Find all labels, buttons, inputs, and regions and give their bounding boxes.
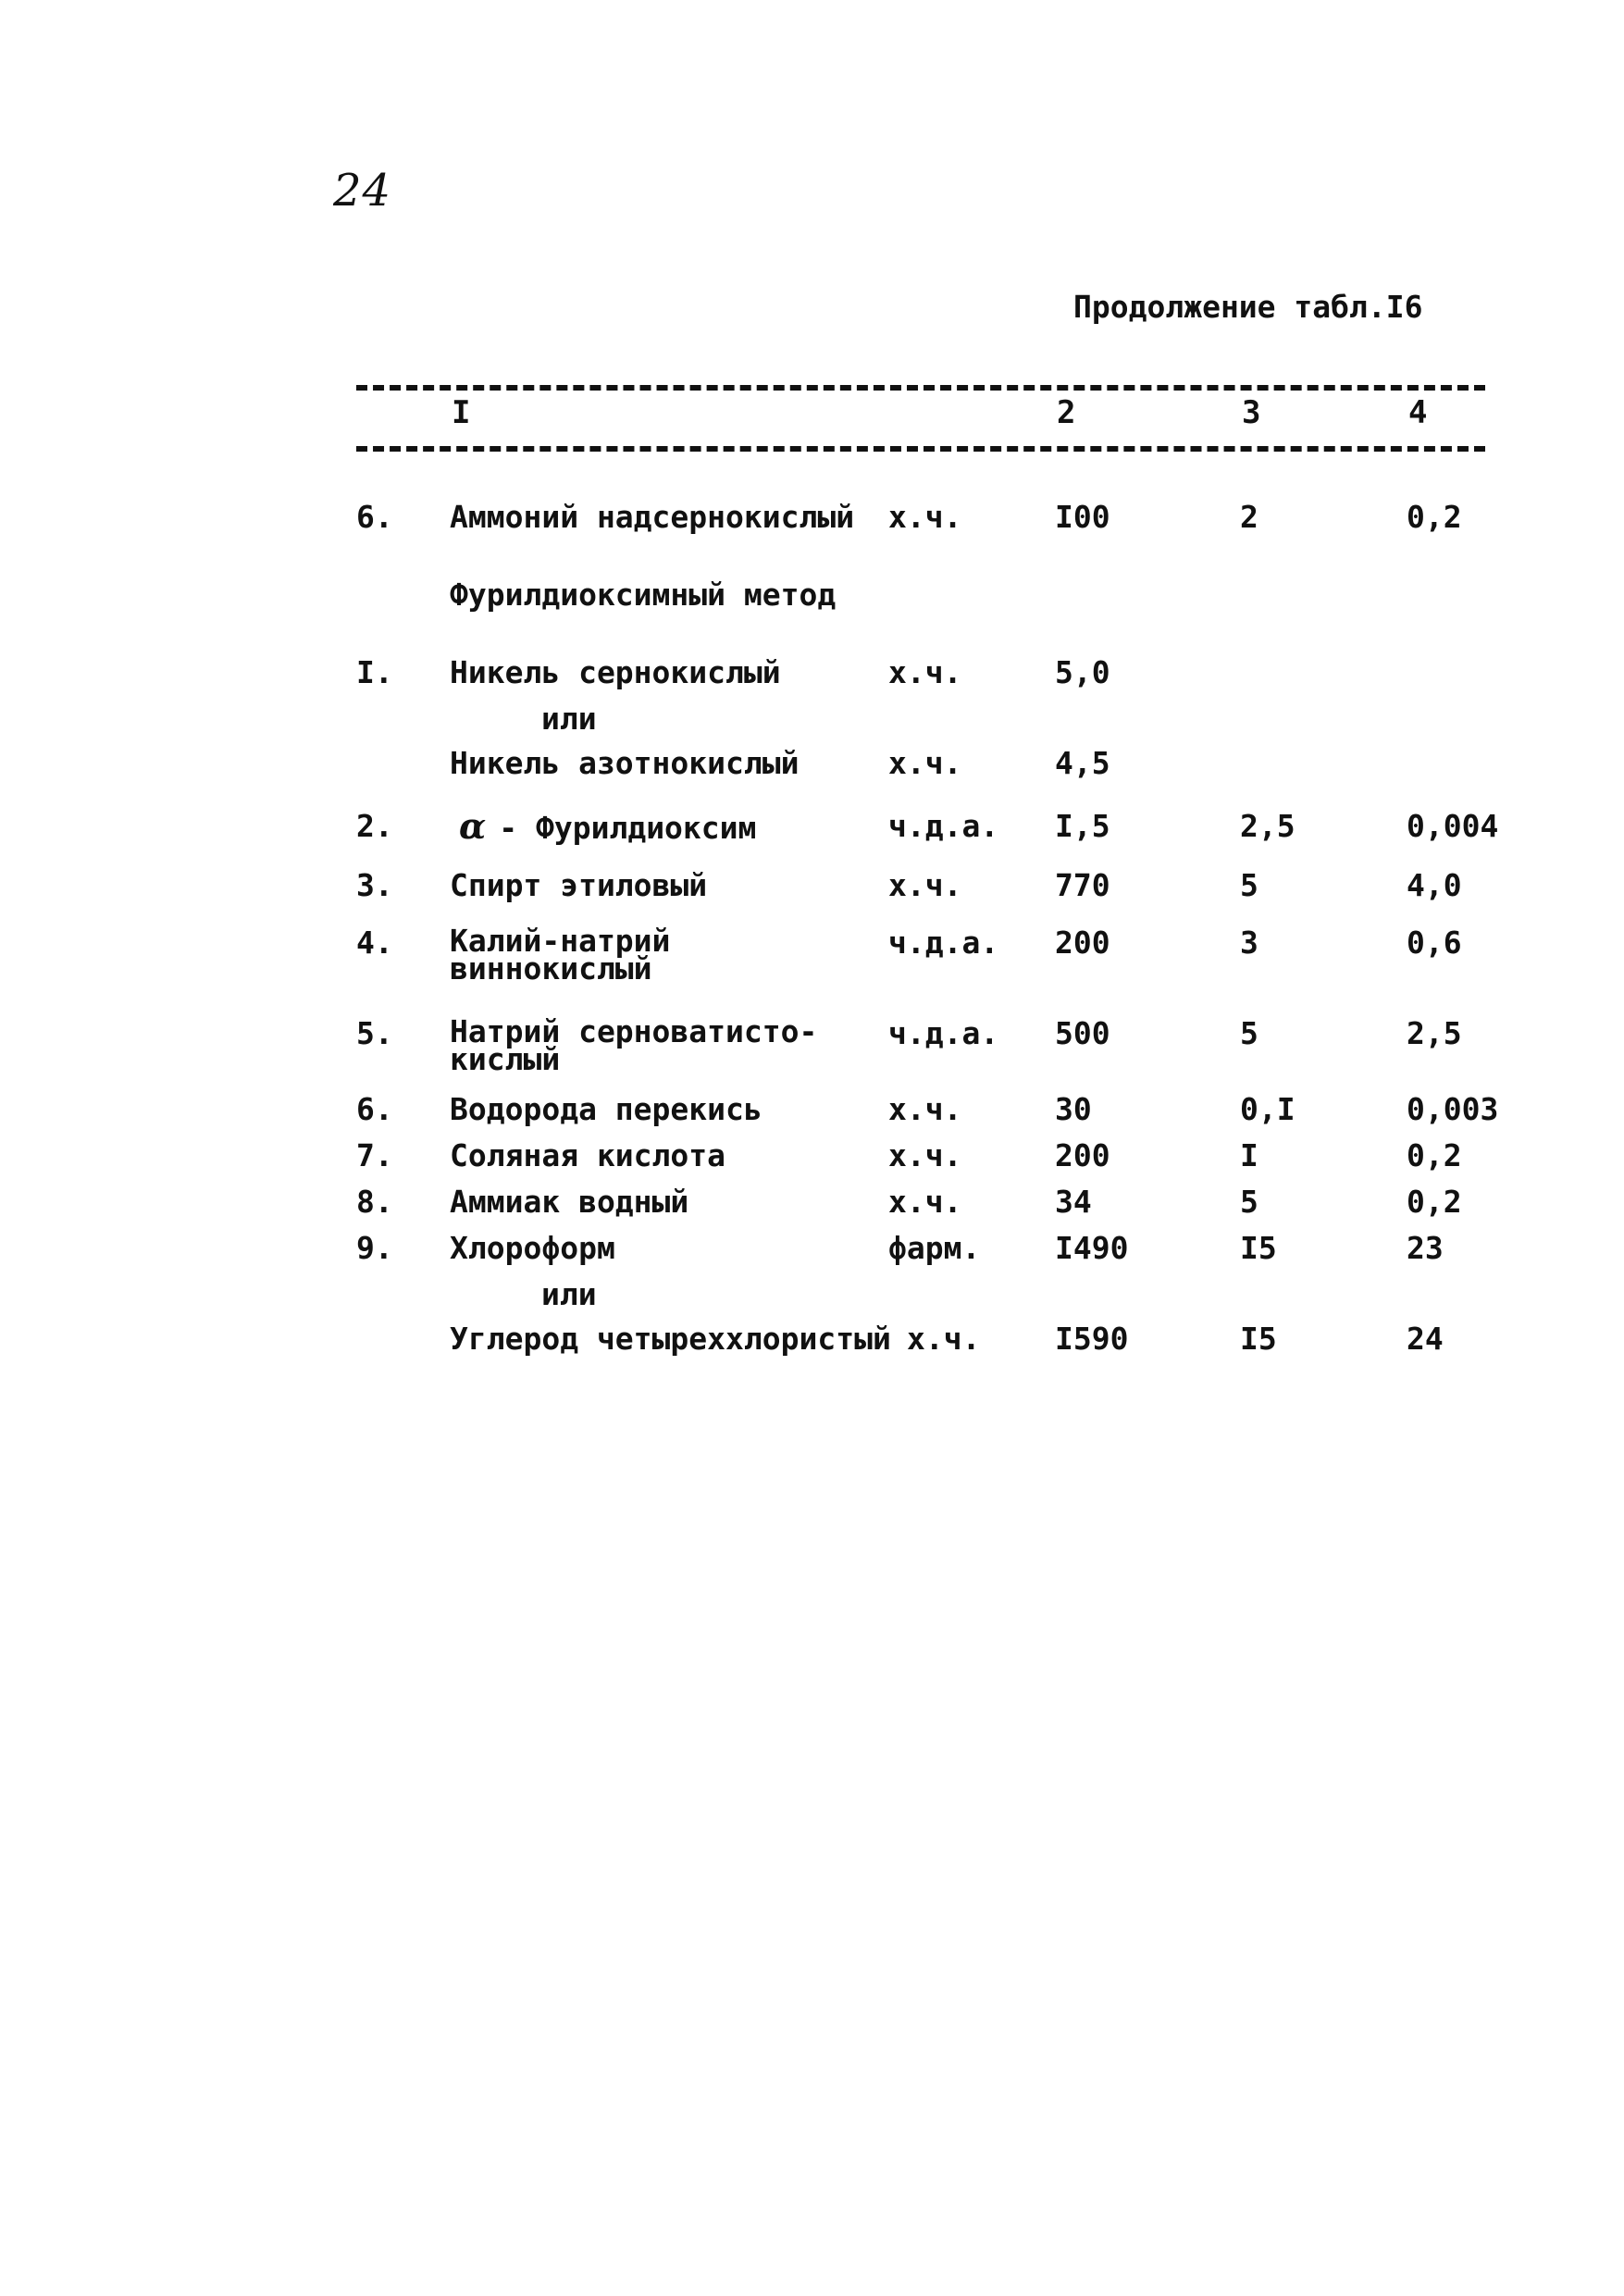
reagent-name: Аммоний надсернокислый (450, 499, 855, 535)
reagent-grade: х.ч. (907, 1321, 981, 1357)
alternative-label: или (541, 1276, 597, 1312)
value-col-2: I00 (1055, 499, 1110, 535)
value-col-4: 0,2 (1407, 499, 1462, 535)
value-col-4: 23 (1407, 1230, 1444, 1266)
row-number: 4. (356, 925, 393, 961)
reagent-name: Калий-натрий виннокислый (450, 923, 671, 987)
value-col-3: I (1240, 1137, 1258, 1173)
value-col-3: 0,I (1240, 1091, 1295, 1127)
reagent-name: Водорода перекись (450, 1091, 762, 1127)
header-divider-bottom (356, 446, 1485, 452)
value-col-4: 0,004 (1407, 808, 1499, 844)
reagent-grade: х.ч. (888, 654, 962, 690)
column-header-1: I (452, 394, 471, 431)
value-col-3: I5 (1240, 1321, 1277, 1357)
reagent-grade: х.ч. (888, 1137, 962, 1173)
value-col-4: 24 (1407, 1321, 1444, 1357)
reagent-grade: ч.д.а. (888, 1015, 999, 1051)
reagent-name: Никель азотнокислый (450, 745, 800, 781)
reagent-grade: х.ч. (888, 499, 962, 535)
value-col-3: 5 (1240, 1015, 1258, 1051)
value-col-3: 5 (1240, 1184, 1258, 1220)
alpha-handwritten-mark: α (459, 805, 487, 847)
value-col-4: 0,6 (1407, 925, 1462, 961)
column-header-3: 3 (1242, 394, 1261, 431)
value-col-2: 500 (1055, 1015, 1110, 1051)
row-number: 3. (356, 867, 393, 903)
value-col-3: I5 (1240, 1230, 1277, 1266)
row-number: 7. (356, 1137, 393, 1173)
value-col-3: 2 (1240, 499, 1258, 535)
column-header-4: 4 (1408, 394, 1428, 431)
value-col-3: 2,5 (1240, 808, 1295, 844)
value-col-4: 0,003 (1407, 1091, 1499, 1127)
value-col-2: I590 (1055, 1321, 1129, 1357)
value-col-4: 0,2 (1407, 1184, 1462, 1220)
reagent-grade: фарм. (888, 1230, 981, 1266)
alternative-label: или (541, 701, 597, 737)
reagent-grade: х.ч. (888, 1184, 962, 1220)
row-number: 6. (356, 499, 393, 535)
value-col-2: 5,0 (1055, 654, 1110, 690)
header-divider-top (356, 385, 1485, 391)
value-col-2: 30 (1055, 1091, 1092, 1127)
reagent-grade: х.ч. (888, 745, 962, 781)
reagent-name: Хлороформ (450, 1230, 615, 1266)
value-col-2: 200 (1055, 1137, 1110, 1173)
value-col-2: 4,5 (1055, 745, 1110, 781)
value-col-4: 2,5 (1407, 1015, 1462, 1051)
reagent-name: Соляная кислота (450, 1137, 726, 1173)
row-number: 9. (356, 1230, 393, 1266)
reagent-grade: ч.д.а. (888, 808, 999, 844)
section-heading: Фурилдиоксимный метод (450, 577, 837, 613)
column-header-2: 2 (1057, 394, 1076, 431)
row-number: 5. (356, 1015, 393, 1051)
value-col-2: 770 (1055, 867, 1110, 903)
value-col-4: 4,0 (1407, 867, 1462, 903)
value-col-2: I490 (1055, 1230, 1129, 1266)
reagent-grade: х.ч. (888, 867, 962, 903)
value-col-2: I,5 (1055, 808, 1110, 844)
value-col-4: 0,2 (1407, 1137, 1462, 1173)
value-col-3: 3 (1240, 925, 1258, 961)
value-col-3: 5 (1240, 867, 1258, 903)
reagent-name: - Фурилдиоксим (499, 810, 757, 846)
reagent-name: Аммиак водный (450, 1184, 689, 1220)
reagent-grade: х.ч. (888, 1091, 962, 1127)
page-number: 24 (333, 165, 392, 217)
row-number: 2. (356, 808, 393, 844)
reagent-name: Углерод четыреххлористый (450, 1321, 891, 1357)
reagent-grade: ч.д.а. (888, 925, 999, 961)
row-number: I. (356, 654, 393, 690)
reagent-name: Натрий серноватисто-кислый (450, 1013, 818, 1077)
reagent-name: Никель сернокислый (450, 654, 781, 690)
row-number: 6. (356, 1091, 393, 1127)
value-col-2: 200 (1055, 925, 1110, 961)
table-continuation-label: Продолжение табл.I6 (1073, 289, 1423, 325)
reagent-name: Спирт этиловый (450, 867, 708, 903)
row-number: 8. (356, 1184, 393, 1220)
reagent-name-cell (450, 805, 757, 847)
value-col-2: 34 (1055, 1184, 1092, 1220)
